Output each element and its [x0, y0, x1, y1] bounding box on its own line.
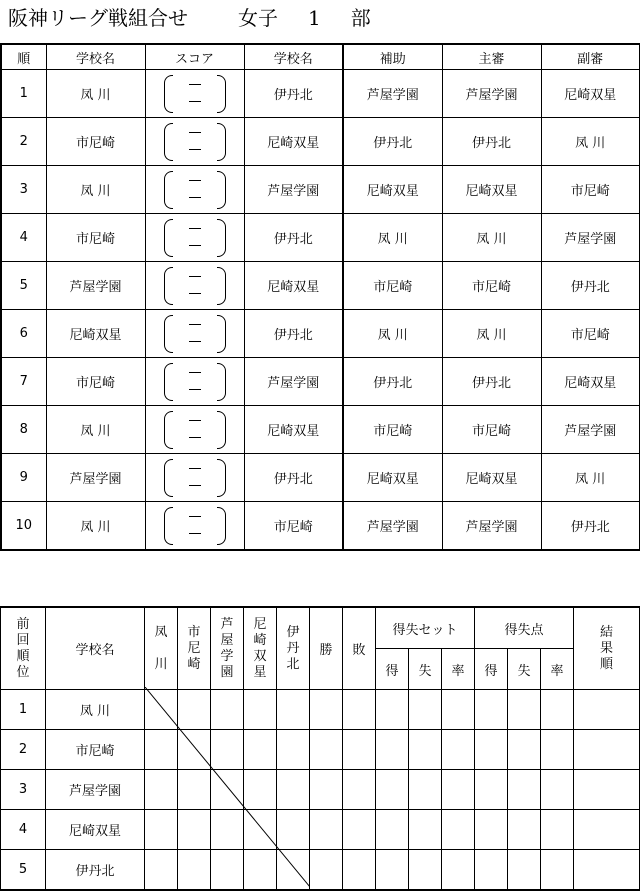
standings-cell	[475, 770, 508, 810]
header-point-group: 得失点	[475, 607, 574, 649]
team-b: 市尼崎	[244, 502, 343, 551]
sub-referee: 市尼崎	[541, 166, 640, 214]
standings-cell	[508, 810, 541, 850]
match-no: 1	[1, 70, 46, 118]
score-dash	[189, 149, 201, 150]
assist-referee: 凤 川	[343, 214, 442, 262]
score-dash	[189, 197, 201, 198]
header-loss: 敗	[343, 607, 376, 690]
match-no: 8	[1, 406, 46, 454]
score-dash	[189, 437, 201, 438]
header-opp-4: 尼 崎 双 星	[244, 607, 277, 690]
standings-cell	[343, 810, 376, 850]
standings-cell	[541, 730, 574, 770]
match-no: 6	[1, 310, 46, 358]
standings-cell	[277, 810, 310, 850]
header-result: 結 果 順	[574, 607, 640, 690]
standings-cell	[475, 690, 508, 730]
score-dash	[189, 389, 201, 390]
schedule-row	[1, 214, 640, 262]
team-a: 尼崎双星	[46, 310, 145, 358]
team-a: 芦屋学園	[46, 454, 145, 502]
chief-referee: 伊丹北	[442, 358, 541, 406]
standings-cell	[409, 850, 442, 891]
schedule-row	[1, 262, 640, 310]
standings-cell	[574, 730, 640, 770]
standings-cell	[541, 690, 574, 730]
score-bracket-right	[217, 171, 226, 209]
standings-cell	[277, 730, 310, 770]
score-bracket-left	[164, 219, 173, 257]
score-cell	[145, 70, 244, 118]
team-a: 市尼崎	[46, 214, 145, 262]
team-a: 凤 川	[46, 502, 145, 551]
score-bracket-left	[164, 411, 173, 449]
standings-header-row-1	[1, 607, 640, 649]
standings-cell	[409, 770, 442, 810]
standings-cell	[508, 850, 541, 891]
score-cell	[145, 406, 244, 454]
standings-cell	[178, 850, 211, 891]
standings-cell	[211, 730, 244, 770]
standings-row	[1, 770, 640, 810]
score-dash	[189, 276, 201, 277]
standings-cell	[145, 850, 178, 891]
chief-referee: 芦屋学園	[442, 502, 541, 551]
standings-cell	[178, 810, 211, 850]
score-cell	[145, 118, 244, 166]
sub-referee: 芦屋学園	[541, 214, 640, 262]
standings-cell	[178, 730, 211, 770]
standings-cell	[508, 690, 541, 730]
standings-cell	[508, 730, 541, 770]
header-set-group: 得失セット	[376, 607, 475, 649]
standings-cell	[145, 770, 178, 810]
standings-cell	[178, 770, 211, 810]
header-score: スコア	[145, 44, 244, 70]
standings-cell	[376, 810, 409, 850]
schedule-row	[1, 118, 640, 166]
score-bracket-left	[164, 267, 173, 305]
score-bracket-right	[217, 75, 226, 113]
team-a: 市尼崎	[46, 358, 145, 406]
score-bracket-right	[217, 315, 226, 353]
standings-table	[0, 606, 640, 891]
score-dash	[189, 533, 201, 534]
match-no: 7	[1, 358, 46, 406]
standings-cell	[277, 690, 310, 730]
header-opp-5: 伊 丹 北	[277, 607, 310, 690]
standings-cell	[409, 690, 442, 730]
assist-referee: 凤 川	[343, 310, 442, 358]
standings-cell	[310, 810, 343, 850]
standings-cell	[574, 770, 640, 810]
chief-referee: 芦屋学園	[442, 70, 541, 118]
standings-cell	[310, 850, 343, 891]
assist-referee: 市尼崎	[343, 406, 442, 454]
header-set-won: 得	[376, 649, 409, 690]
standings-cell	[244, 850, 277, 891]
score-dash	[189, 228, 201, 229]
standings-cell	[376, 690, 409, 730]
standings-cell	[475, 850, 508, 891]
chief-referee: 伊丹北	[442, 118, 541, 166]
chief-referee: 尼崎双星	[442, 166, 541, 214]
standings-cell	[343, 850, 376, 891]
sub-referee: 凤 川	[541, 454, 640, 502]
score-cell	[145, 262, 244, 310]
standings-cell	[574, 690, 640, 730]
team-b: 伊丹北	[244, 310, 343, 358]
header-no: 順	[1, 44, 46, 70]
prev-rank: 3	[1, 770, 46, 810]
header-set-lost: 失	[409, 649, 442, 690]
header-school: 学校名	[46, 607, 145, 690]
chief-referee: 市尼崎	[442, 262, 541, 310]
title-division: 1	[308, 6, 321, 30]
title-suffix: 部	[350, 6, 371, 30]
assist-referee: 尼崎双星	[343, 454, 442, 502]
standings-cell	[244, 690, 277, 730]
match-no: 5	[1, 262, 46, 310]
header-point-won: 得	[475, 649, 508, 690]
score-cell	[145, 166, 244, 214]
standings-cell	[343, 690, 376, 730]
score-cell	[145, 502, 244, 551]
standings-row	[1, 810, 640, 850]
standings-row	[1, 690, 640, 730]
school-name: 伊丹北	[46, 850, 145, 891]
standings-cell	[211, 810, 244, 850]
score-cell	[145, 214, 244, 262]
standings-cell	[178, 690, 211, 730]
chief-referee: 凤 川	[442, 310, 541, 358]
schedule-row	[1, 454, 640, 502]
header-point-lost: 失	[508, 649, 541, 690]
assist-referee: 芦屋学園	[343, 502, 442, 551]
standings-cell	[508, 770, 541, 810]
score-dash	[189, 132, 201, 133]
sub-referee: 尼崎双星	[541, 70, 640, 118]
assist-referee: 芦屋学園	[343, 70, 442, 118]
header-sub: 副審	[541, 44, 640, 70]
prev-rank: 5	[1, 850, 46, 891]
standings-cell	[310, 770, 343, 810]
header-team-b: 学校名	[244, 44, 343, 70]
schedule-row	[1, 166, 640, 214]
schedule-row	[1, 406, 640, 454]
prev-rank: 1	[1, 690, 46, 730]
score-bracket-left	[164, 75, 173, 113]
header-team-a: 学校名	[46, 44, 145, 70]
standings-cell	[409, 730, 442, 770]
school-name: 芦屋学園	[46, 770, 145, 810]
standings-cell	[211, 850, 244, 891]
score-bracket-left	[164, 123, 173, 161]
sub-referee: 芦屋学園	[541, 406, 640, 454]
header-win: 勝	[310, 607, 343, 690]
assist-referee: 伊丹北	[343, 358, 442, 406]
score-bracket-right	[217, 507, 226, 545]
score-bracket-left	[164, 459, 173, 497]
team-b: 尼崎双星	[244, 406, 343, 454]
standings-cell	[541, 810, 574, 850]
prev-rank: 4	[1, 810, 46, 850]
score-dash	[189, 468, 201, 469]
team-a: 凤 川	[46, 406, 145, 454]
school-name: 尼崎双星	[46, 810, 145, 850]
match-no: 4	[1, 214, 46, 262]
header-opp-3: 芦 屋 学 園	[211, 607, 244, 690]
team-b: 伊丹北	[244, 70, 343, 118]
sub-referee: 伊丹北	[541, 502, 640, 551]
standings-cell	[409, 810, 442, 850]
match-no: 2	[1, 118, 46, 166]
team-b: 尼崎双星	[244, 118, 343, 166]
team-b: 芦屋学園	[244, 358, 343, 406]
schedule-row	[1, 502, 640, 551]
header-opp-2: 市 尼 崎	[178, 607, 211, 690]
chief-referee: 市尼崎	[442, 406, 541, 454]
score-cell	[145, 454, 244, 502]
sub-referee: 尼崎双星	[541, 358, 640, 406]
sub-referee: 伊丹北	[541, 262, 640, 310]
standings-cell	[541, 770, 574, 810]
score-bracket-left	[164, 507, 173, 545]
standings-cell	[244, 770, 277, 810]
sub-referee: 凤 川	[541, 118, 640, 166]
score-cell	[145, 358, 244, 406]
team-b: 尼崎双星	[244, 262, 343, 310]
schedule-row	[1, 70, 640, 118]
header-assist: 補助	[343, 44, 442, 70]
standings-cell	[310, 690, 343, 730]
standings-cell	[376, 850, 409, 891]
standings-cell	[376, 730, 409, 770]
score-cell	[145, 310, 244, 358]
standings-cell	[574, 850, 640, 891]
score-bracket-right	[217, 411, 226, 449]
team-a: 市尼崎	[46, 118, 145, 166]
score-bracket-right	[217, 219, 226, 257]
score-dash	[189, 341, 201, 342]
match-no: 9	[1, 454, 46, 502]
standings-cell	[376, 770, 409, 810]
standings-cell	[145, 690, 178, 730]
score-bracket-left	[164, 315, 173, 353]
standings-cell	[343, 770, 376, 810]
match-no: 3	[1, 166, 46, 214]
assist-referee: 伊丹北	[343, 118, 442, 166]
standings-cell	[244, 810, 277, 850]
sub-referee: 市尼崎	[541, 310, 640, 358]
score-dash	[189, 293, 201, 294]
schedule-header-row	[1, 44, 640, 70]
score-dash	[189, 180, 201, 181]
schedule-row	[1, 358, 640, 406]
standings-cell	[145, 810, 178, 850]
standings-cell	[442, 730, 475, 770]
standings-cell	[211, 690, 244, 730]
standings-cell	[145, 730, 178, 770]
standings-cell	[475, 730, 508, 770]
team-a: 凤 川	[46, 70, 145, 118]
score-dash	[189, 84, 201, 85]
score-dash	[189, 245, 201, 246]
standings-cell	[244, 730, 277, 770]
header-point-ratio: 率	[541, 649, 574, 690]
header-prev-rank: 前 回 順 位	[1, 607, 46, 690]
standings-cell	[442, 850, 475, 891]
standings-cell	[310, 730, 343, 770]
team-b: 芦屋学園	[244, 166, 343, 214]
assist-referee: 市尼崎	[343, 262, 442, 310]
score-bracket-right	[217, 459, 226, 497]
match-no: 10	[1, 502, 46, 551]
standings-row	[1, 850, 640, 891]
standings-cell	[442, 810, 475, 850]
header-chief: 主審	[442, 44, 541, 70]
schedule-table	[0, 43, 640, 551]
standings-cell	[442, 690, 475, 730]
standings-cell	[277, 850, 310, 891]
standings-cell	[574, 810, 640, 850]
school-name: 凤 川	[46, 690, 145, 730]
team-a: 芦屋学園	[46, 262, 145, 310]
score-bracket-left	[164, 171, 173, 209]
assist-referee: 尼崎双星	[343, 166, 442, 214]
score-dash	[189, 324, 201, 325]
team-b: 伊丹北	[244, 214, 343, 262]
score-dash	[189, 420, 201, 421]
score-bracket-right	[217, 123, 226, 161]
title-category: 女子	[238, 6, 278, 30]
standings-cell	[475, 810, 508, 850]
header-set-ratio: 率	[442, 649, 475, 690]
school-name: 市尼崎	[46, 730, 145, 770]
standings-cell	[541, 850, 574, 891]
standings-cell	[277, 770, 310, 810]
chief-referee: 凤 川	[442, 214, 541, 262]
score-dash	[189, 516, 201, 517]
score-dash	[189, 372, 201, 373]
page-title	[8, 2, 371, 31]
team-a: 凤 川	[46, 166, 145, 214]
team-b: 伊丹北	[244, 454, 343, 502]
schedule-row	[1, 310, 640, 358]
score-bracket-left	[164, 363, 173, 401]
chief-referee: 尼崎双星	[442, 454, 541, 502]
header-opp-1: 凤 川	[145, 607, 178, 690]
score-dash	[189, 101, 201, 102]
score-bracket-right	[217, 267, 226, 305]
standings-cell	[343, 730, 376, 770]
standings-cell	[211, 770, 244, 810]
score-dash	[189, 485, 201, 486]
standings-cell	[442, 770, 475, 810]
prev-rank: 2	[1, 730, 46, 770]
standings-row	[1, 730, 640, 770]
score-bracket-right	[217, 363, 226, 401]
title-main: 阪神リーグ戦組合せ	[8, 6, 188, 30]
